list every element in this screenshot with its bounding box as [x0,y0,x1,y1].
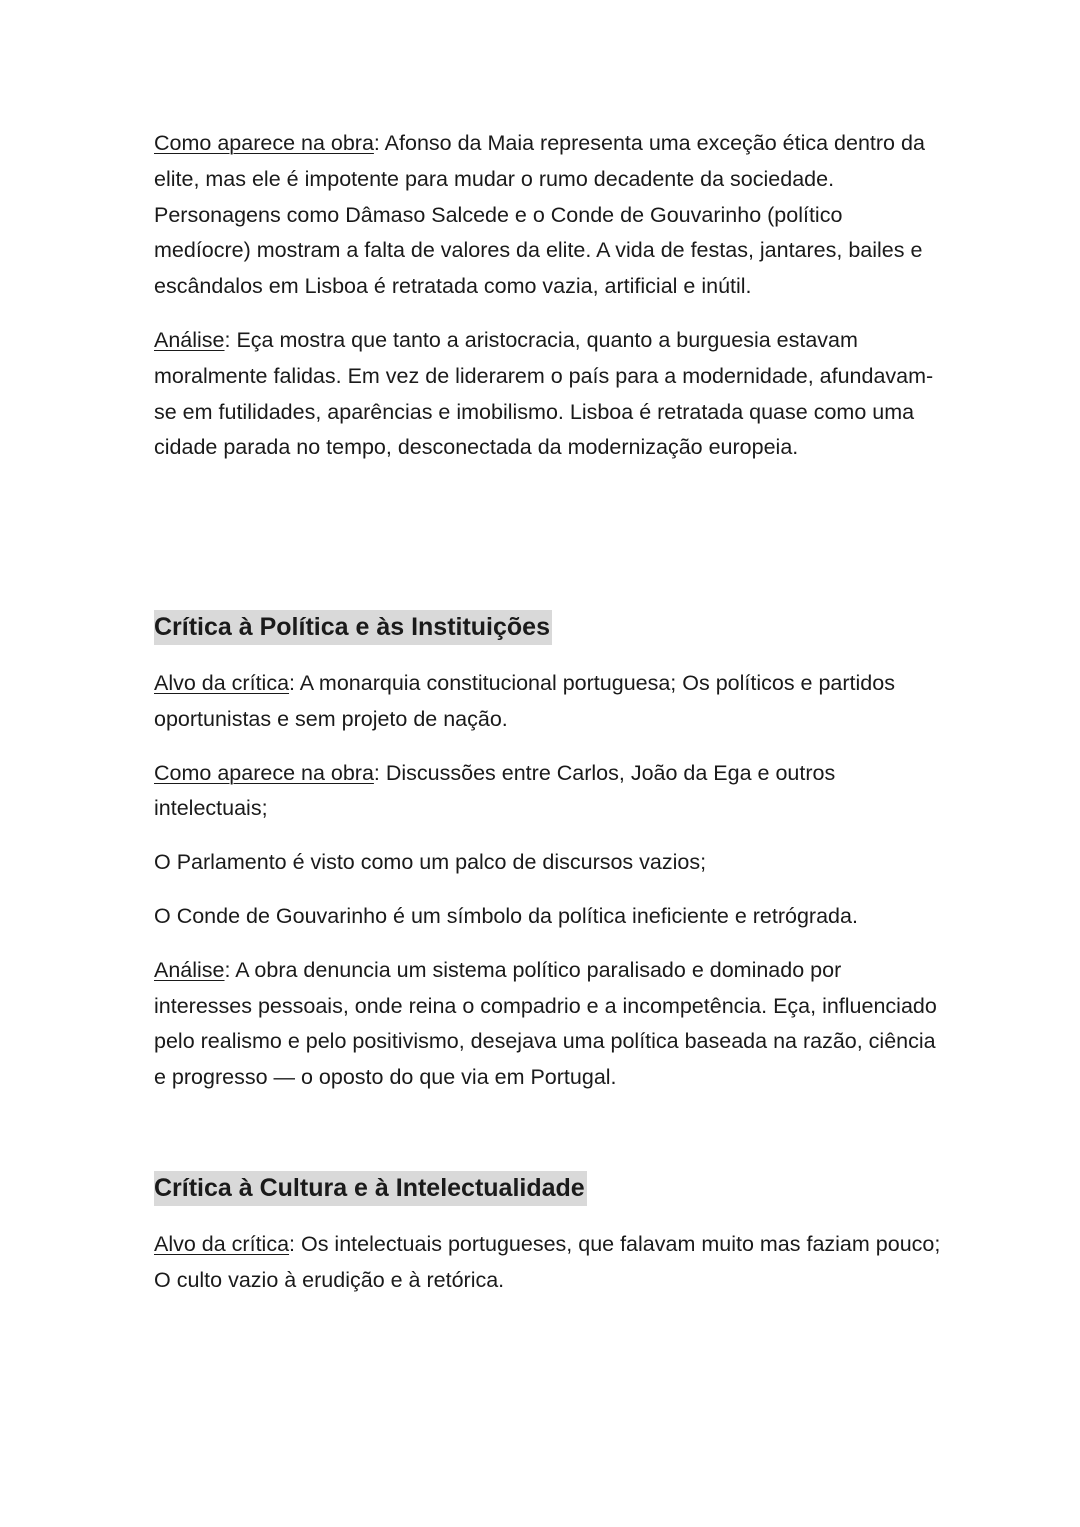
paragraph-analise-politica [154,953,944,1096]
text-alvo-cultura: : Os intelectuais portugueses, que falavam muito mas faziam pouco; O culto vazio à erudição e à retórica. [154,1232,941,1292]
paragraph-parlamento: O Parlamento é visto como um palco de discursos vazios; [154,850,707,875]
paragraph-conde: O Conde de Gouvarinho é um símbolo da política ineficiente e retrógrada. [154,903,858,928]
label-obra-politica: Como aparece na obra [154,760,374,785]
paragraph-como-aparece [154,126,944,305]
label-analise: Análise [154,327,225,352]
paragraph-obra-politica [154,756,944,828]
label-como-aparece: Como aparece na obra [154,131,374,155]
heading-politica: Crítica à Política e às Instituições [154,610,552,645]
text-analise-politica: : A obra denuncia um sistema político paralisado e dominado por interesses pessoais, onde reina o compadrio e a incompetência. Eça, influenciado pelo realismo e pelo positivismo, desejava uma política baseada na razão, ciência e progresso — o oposto do que via em Portugal. [154,957,937,1090]
intro-section [154,126,944,466]
text-alvo-politica: : A monarquia constitucional portuguesa; Os políticos e partidos oportunistas e sem projeto de nação. [154,671,895,731]
text-analise: : Eça mostra que tanto a aristocracia, quanto a burguesia estavam moralmente falidas. Em vez de liderarem o país para a modernidade, afundavam-se em futilidades, aparências e imobilismo. Lisboa é retratada quase como uma cidade parada no tempo, desconectada da modernização europeia. [154,327,934,460]
text-obra-politica: : Discussões entre Carlos, João da Ega e outros intelectuais; [154,760,836,821]
label-alvo-politica: Alvo da crítica [154,671,290,695]
text-como-aparece: : Afonso da Maia representa uma exceção ética dentro da elite, mas ele é impotente para mudar o rumo decadente da sociedade. Personagens como Dâmaso Salcede e o Conde de Gouvarinho (político medíocre) mostram a falta de valores da elite. A vida de festas, jantares, bailes e escândalos em Lisboa é retratada como vazia, artificial e inútil. [154,131,925,299]
paragraph-analise [154,323,944,466]
politica-section [154,610,944,1096]
heading-cultura: Crítica à Cultura e à Intelectualidade [154,1171,587,1206]
paragraph-alvo-cultura [154,1227,944,1299]
cultura-section [154,1171,944,1299]
label-alvo-cultura: Alvo da crítica [154,1232,290,1256]
label-analise-politica: Análise [154,957,225,982]
paragraph-alvo-politica [154,666,944,738]
